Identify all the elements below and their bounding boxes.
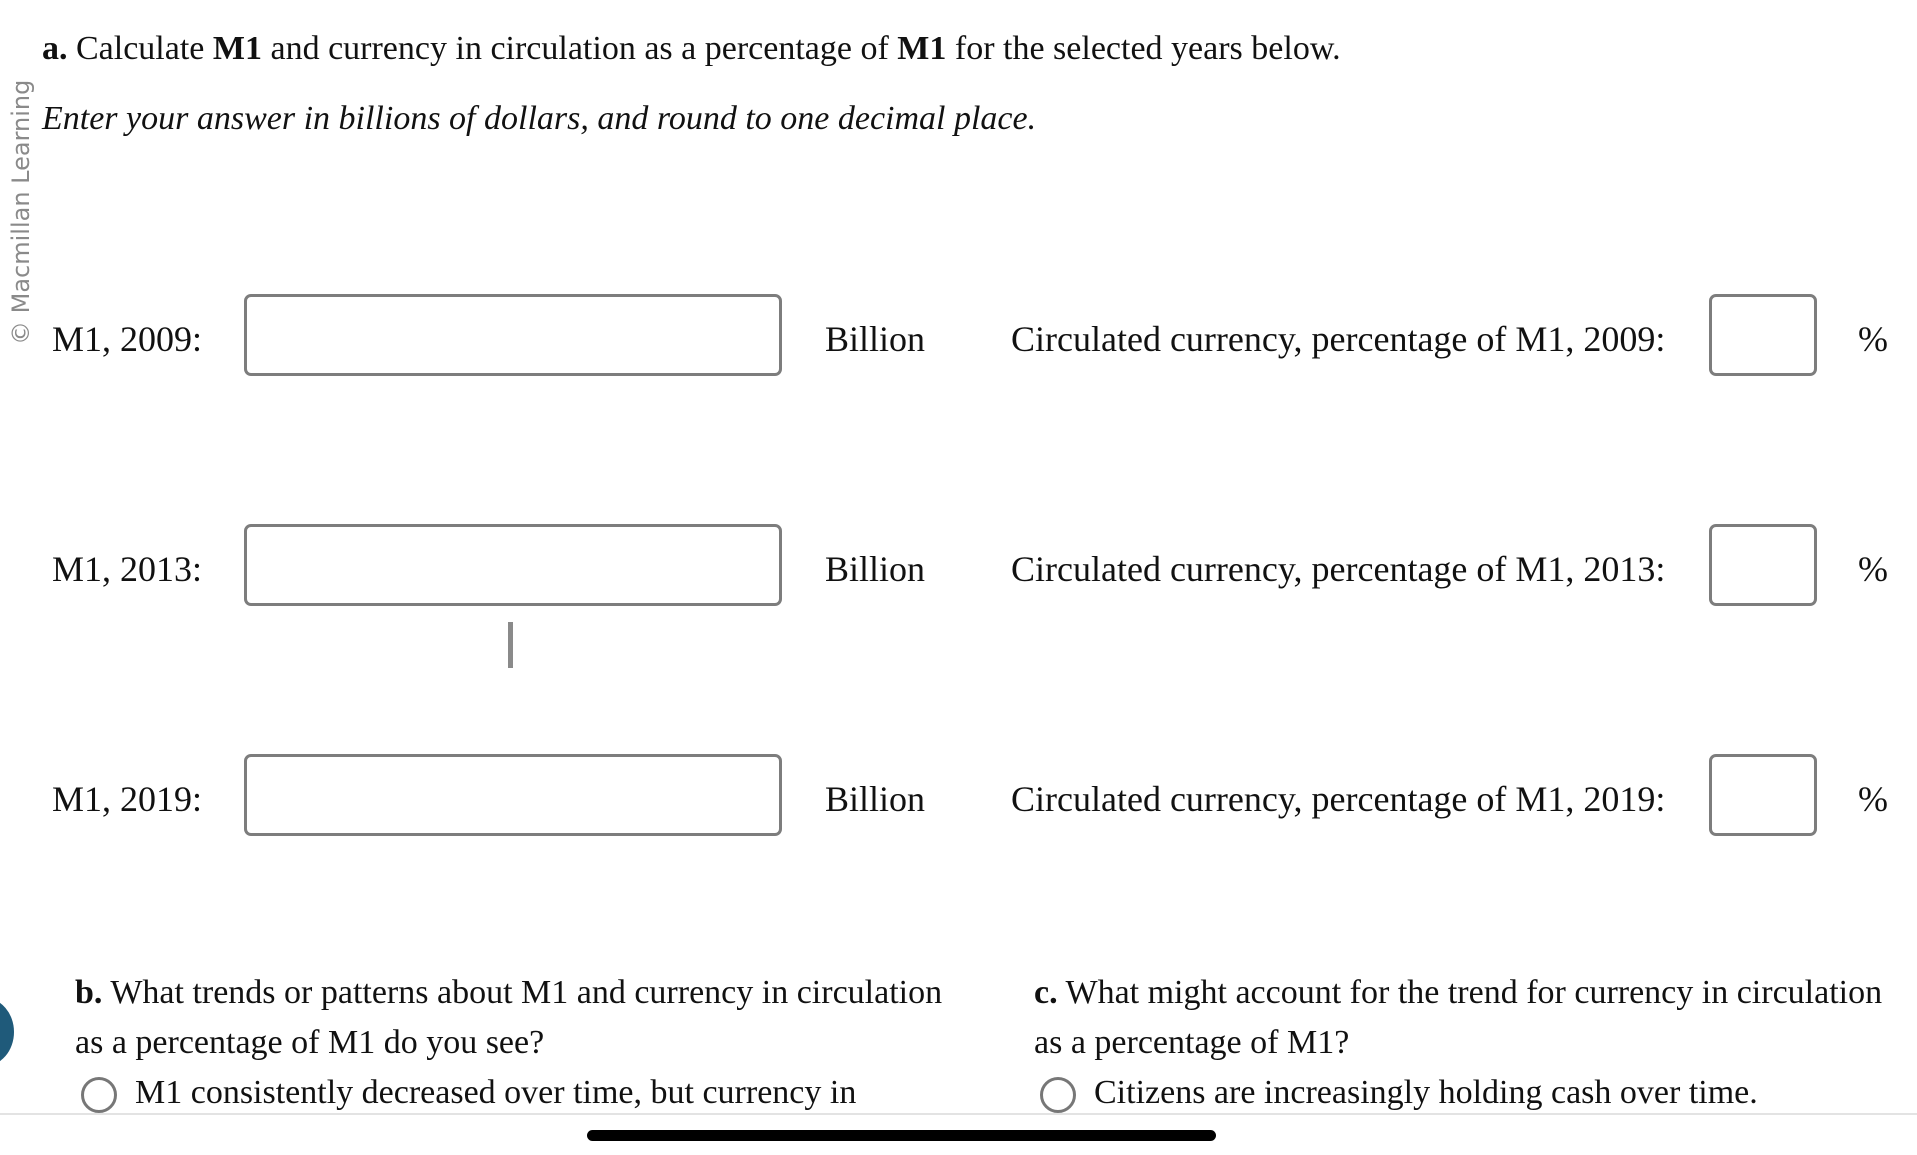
question-c-prompt [1034, 968, 1894, 1068]
question-c-option-1[interactable] [1034, 1068, 1894, 1118]
question-a-text-2: and currency in circulation as a percentage of [270, 30, 889, 67]
question-a-letter: a. [42, 30, 68, 67]
question-b-option-1[interactable] [75, 1068, 955, 1118]
m1-2009-unit: Billion [825, 319, 926, 359]
m1-2009-input[interactable] [244, 294, 782, 376]
question-b-letter: b. [75, 974, 103, 1011]
question-c-option-1-label: Citizens are increasingly holding cash over time. [1094, 1074, 1758, 1111]
percent-sign-2013: % [1858, 549, 1888, 589]
question-a-m1-term: M1 [212, 30, 262, 67]
m1-2019-label: M1, 2019: [52, 779, 203, 819]
question-b [75, 968, 955, 1118]
currency-pct-2019-input[interactable] [1709, 754, 1817, 836]
percent-sign-2009: % [1858, 319, 1888, 359]
question-a-text-1: Calculate [76, 30, 205, 67]
home-indicator[interactable] [587, 1130, 1216, 1141]
radio-button[interactable] [81, 1077, 117, 1113]
currency-pct-2013-label: Circulated currency, percentage of M1, 2013: [1011, 549, 1666, 589]
currency-pct-2019-label: Circulated currency, percentage of M1, 2019: [1011, 779, 1666, 819]
m1-2019-input[interactable] [244, 754, 782, 836]
question-a-prompt [42, 30, 1341, 68]
question-c-text: What might account for the trend for currency in circulation as a percentage of M1? [1034, 974, 1883, 1061]
question-a-text-3: for the selected years below. [954, 30, 1341, 67]
side-badge[interactable] [0, 998, 14, 1066]
copyright-watermark: © Macmillan Learning [7, 79, 35, 345]
question-c-letter: c. [1034, 974, 1058, 1011]
question-b-prompt [75, 968, 955, 1068]
question-c [1034, 968, 1894, 1118]
text-cursor [508, 622, 513, 668]
m1-2013-unit: Billion [825, 549, 926, 589]
answer-instruction: Enter your answer in billions of dollars, and round to one decimal place. [42, 100, 1037, 137]
percent-sign-2019: % [1858, 779, 1888, 819]
currency-pct-2009-label: Circulated currency, percentage of M1, 2009: [1011, 319, 1666, 359]
answer-row-2019 [0, 754, 1917, 838]
radio-button[interactable] [1040, 1077, 1076, 1113]
currency-pct-2009-input[interactable] [1709, 294, 1817, 376]
currency-pct-2013-input[interactable] [1709, 524, 1817, 606]
m1-2013-label: M1, 2013: [52, 549, 203, 589]
m1-2013-input[interactable] [244, 524, 782, 606]
answer-row-2013 [0, 524, 1917, 608]
bottom-divider [0, 1113, 1917, 1115]
question-b-option-1-label: M1 consistently decreased over time, but currency in [135, 1074, 857, 1111]
m1-2019-unit: Billion [825, 779, 926, 819]
question-a-m1-term-2: M1 [897, 30, 947, 67]
question-b-text: What trends or patterns about M1 and currency in circulation as a percentage of M1 do you see? [75, 974, 943, 1061]
answer-row-2009 [0, 294, 1917, 378]
m1-2009-label: M1, 2009: [52, 319, 203, 359]
